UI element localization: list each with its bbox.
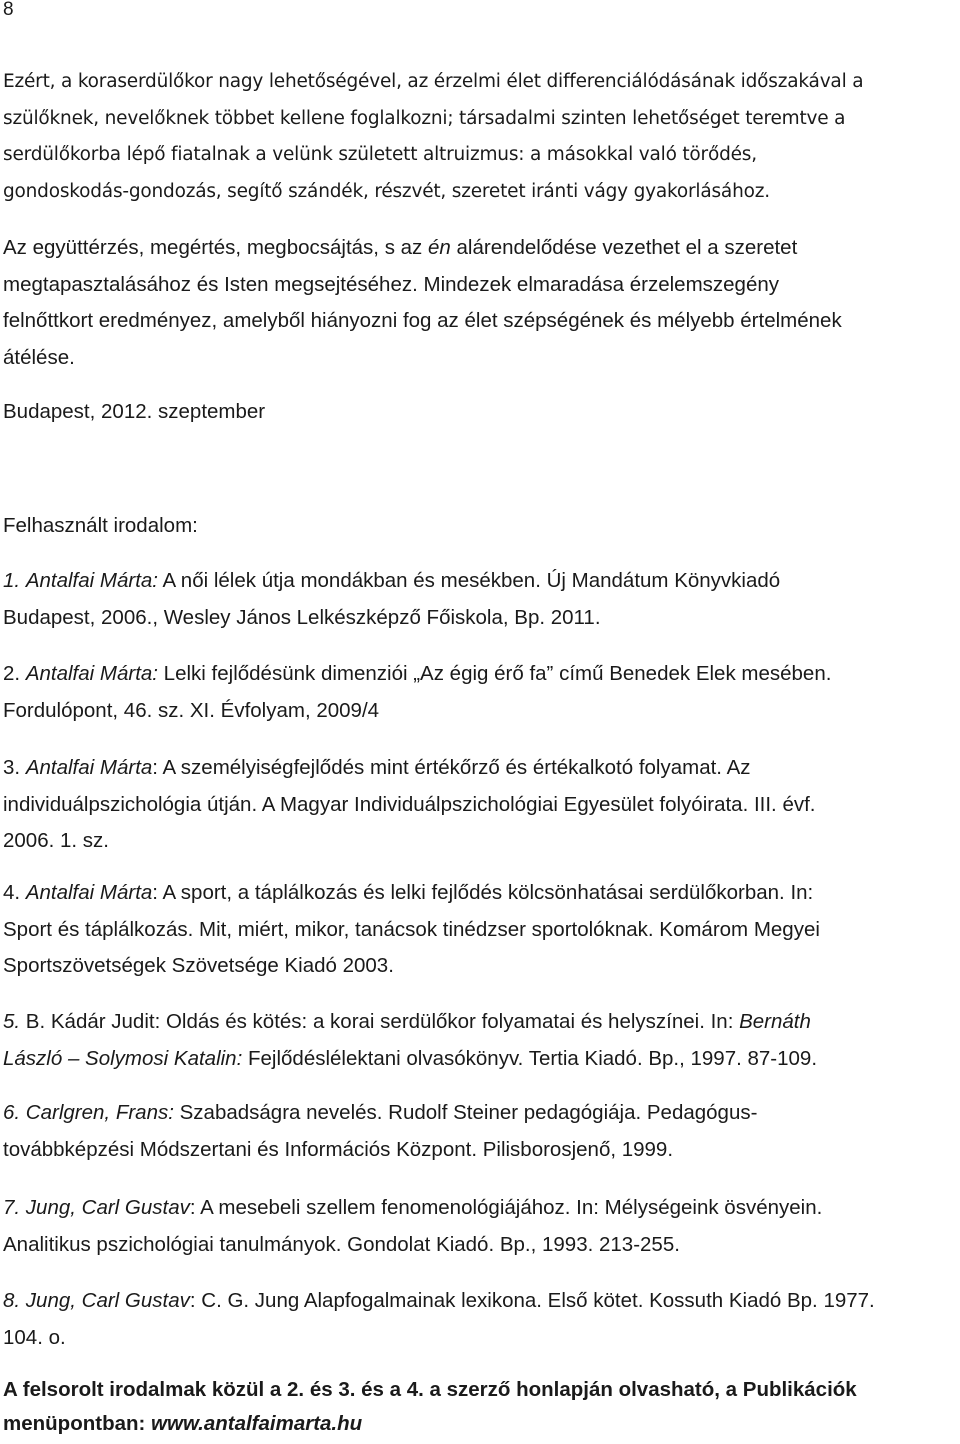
place-date: Budapest, 2012. szeptember: [3, 400, 266, 423]
reference-number: 6.: [3, 1101, 21, 1124]
paragraph-text: Az együttérzés, megértés, megbocsájtás, s az: [3, 236, 428, 259]
reference-text: individuálpszichológia útján. A Magyar Individuálpszichológiai Egyesület folyóirata. III. évf.: [3, 792, 816, 816]
reference-text: Sportszövetségek Szövetsége Kiadó 2003.: [3, 954, 394, 977]
reference-text: A női lélek útja mondákban és mesékben. Új Mandátum Könyvkiadó: [157, 569, 781, 592]
reference-text: Sport és táplálkozás. Mit, miért, mikor, tanácsok tinédzser sportolóknak. Komárom Megyei: [3, 917, 820, 941]
reference-text: Analitikus pszichológiai tanulmányok. Gondolat Kiadó. Bp., 1993. 213-255.: [3, 1232, 680, 1256]
reference-author: Carlgren, Frans:: [20, 1101, 174, 1124]
reference-author: Antalfai Márta:: [25, 569, 158, 592]
reference-text: Budapest, 2006., Wesley János Lelkészképző Főiskola, Bp. 2011.: [3, 605, 601, 629]
reference-text: : C. G. Jung Alapfogalmainak lexikona. Első kötet. Kossuth Kiadó Bp. 1977.: [189, 1289, 875, 1312]
intro-paragraph: [3, 64, 958, 210]
reference-item: [3, 563, 958, 636]
paragraph-text: átélése.: [3, 345, 75, 369]
paragraph-text: megtapasztalásához és Isten megsejtéséhez. Mindezek elmaradása érzelemszegény: [3, 272, 779, 296]
intro-line: gondoskodás-gondozás, segítő szándék, részvét, szeretet iránti vágy gyakorlásához.: [3, 180, 770, 202]
reference-text: 104. o.: [3, 1325, 66, 1349]
reference-number: 8.: [3, 1289, 21, 1312]
reference-number: 3.: [3, 756, 21, 779]
conclusion-paragraph: [3, 230, 958, 376]
website-link[interactable]: www.antalfaimarta.hu: [151, 1412, 363, 1435]
page-number: 8: [3, 0, 14, 20]
reference-number: 2.: [3, 662, 21, 685]
intro-line: szülőknek, nevelőknek többet kellene foglalkozni; társadalmi szinten lehetőséget teremtve a: [3, 107, 846, 129]
reference-number: 4.: [3, 881, 21, 904]
reference-item: [3, 875, 958, 985]
intro-line: serdülőkorba lépő fiatalnak a velünk született altruizmus: a másokkal való törődés,: [3, 144, 757, 165]
reference-text: Fejlődéslélektani olvasókönyv. Tertia Kiadó. Bp., 1997. 87-109.: [242, 1046, 818, 1070]
literature-heading: Felhasznált irodalom:: [3, 514, 198, 537]
note-text: menüpontban:: [3, 1412, 152, 1435]
availability-note: [3, 1373, 958, 1441]
reference-item: [3, 656, 958, 729]
reference-author: Jung, Carl Gustav: [20, 1289, 190, 1312]
paragraph-text: alárendelődése vezethet el a szeretet: [450, 236, 798, 259]
reference-editors: László – Solymosi Katalin:: [3, 1046, 243, 1070]
reference-text: : A személyiségfejlődés mint értékőrző és értékalkotó folyamat. Az: [152, 756, 751, 779]
reference-text: továbbképzési Módszertani és Információs Központ. Pilisborosjenő, 1999.: [3, 1137, 674, 1161]
paragraph-text: felnőttkort eredményez, amelyből hiányozni fog az élet szépségének és mélyebb értelmének: [3, 309, 842, 332]
emphasis-word: én: [428, 236, 451, 259]
reference-item: [3, 1004, 958, 1077]
reference-item: [3, 1283, 958, 1356]
reference-text: : A mesebeli szellem fenomenológiájához. In: Mélységeink ösvényein.: [189, 1196, 823, 1219]
reference-editors: Bernáth: [739, 1010, 811, 1033]
reference-author: Antalfai Márta: [25, 881, 153, 904]
reference-number: 1.: [3, 569, 21, 592]
reference-text: Szabadságra nevelés. Rudolf Steiner pedagógiája. Pedagógus-: [173, 1101, 758, 1124]
reference-text: 2006. 1. sz.: [3, 829, 109, 852]
reference-author: Antalfai Márta:: [25, 662, 158, 685]
reference-number: 7.: [3, 1196, 21, 1219]
reference-text: Lelki fejlődésünk dimenziói „Az égig érő fa” című Benedek Elek mesében.: [157, 662, 832, 685]
reference-text: Fordulópont, 46. sz. XI. Évfolyam, 2009/4: [3, 698, 380, 722]
reference-item: [3, 750, 958, 860]
reference-author: Jung, Carl Gustav: [20, 1196, 190, 1219]
reference-number: 5.: [3, 1010, 21, 1033]
note-text: A felsorolt irodalmak közül a 2. és 3. és a 4. a szerző honlapján olvasható, a Publikációk: [3, 1378, 857, 1401]
reference-item: [3, 1095, 958, 1168]
reference-author: Antalfai Márta: [25, 756, 153, 779]
reference-text: : A sport, a táplálkozás és lelki fejlődés kölcsönhatásai serdülőkorban. In:: [152, 881, 814, 904]
reference-item: [3, 1190, 958, 1263]
intro-line: Ezért, a koraserdülőkor nagy lehetőségével, az érzelmi élet differenciálódásának időszakával a: [3, 71, 864, 92]
reference-text: B. Kádár Judit: Oldás és kötés: a korai serdülőkor folyamatai és helyszínei. In:: [20, 1010, 740, 1033]
